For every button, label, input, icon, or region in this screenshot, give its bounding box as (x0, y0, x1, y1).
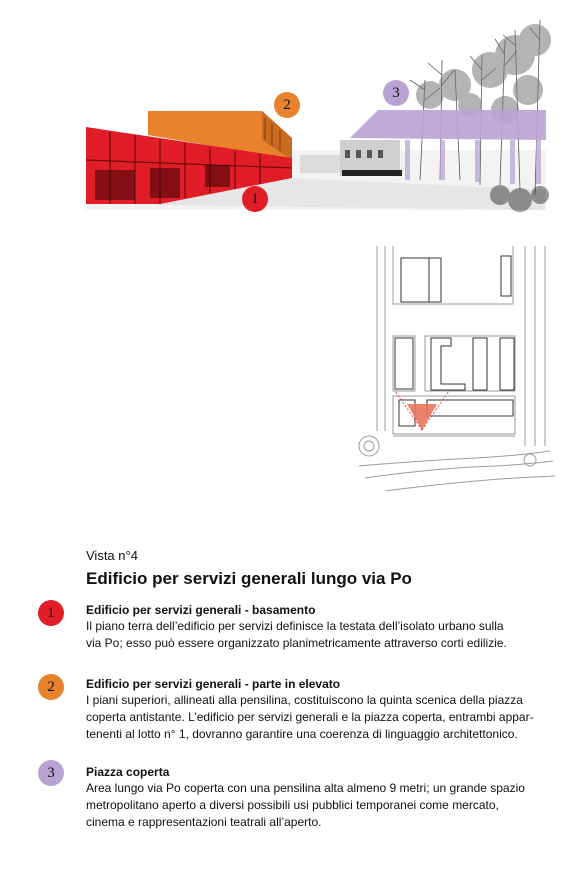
item-number-badge: 3 (38, 760, 64, 786)
item-text-line: I piani superiori, allineati alla pensilina, costituiscono la quinta scenica della piazza (86, 693, 523, 707)
list-item (86, 602, 556, 652)
item-number-badge: 2 (38, 674, 64, 700)
marker-1: 1 (242, 186, 268, 212)
item-text-line: via Po; esso può essere organizzato planimetricamente attraverso corti edilizie. (86, 636, 507, 650)
item-heading: Edificio per servizi generali - basamento (86, 603, 316, 617)
item-text-line: cinema e rappresentazioni teatrali all’aperto. (86, 815, 322, 829)
list-item (86, 764, 556, 831)
list-item (86, 676, 556, 743)
view-number-label: Vista n°4 (86, 548, 138, 563)
page-title: Edificio per servizi generali lungo via Po (86, 569, 412, 588)
marker-3: 3 (383, 80, 409, 106)
item-text-line: Area lungo via Po coperta con una pensilina alta almeno 9 metri; un grande spazio (86, 781, 525, 795)
item-text-line: Il piano terra dell’edificio per servizi definisce la testata dell’isolato urbano sulla (86, 619, 504, 633)
item-heading: Piazza coperta (86, 765, 170, 779)
item-text-line: tenenti al lotto n° 1, dovranno garantire una coerenza di linguaggio architettonico. (86, 727, 518, 741)
item-text-line: coperta antistante. L’edificio per servizi generali e la piazza coperta, entrambi appar- (86, 710, 534, 724)
item-text-line: metropolitano aperto a diversi possibili usi pubblici temporanei come mercato, (86, 798, 499, 812)
item-number-badge: 1 (38, 600, 64, 626)
item-heading: Edificio per servizi generali - parte in elevato (86, 677, 341, 691)
marker-2: 2 (274, 92, 300, 118)
site-plan-diagram (355, 246, 555, 491)
